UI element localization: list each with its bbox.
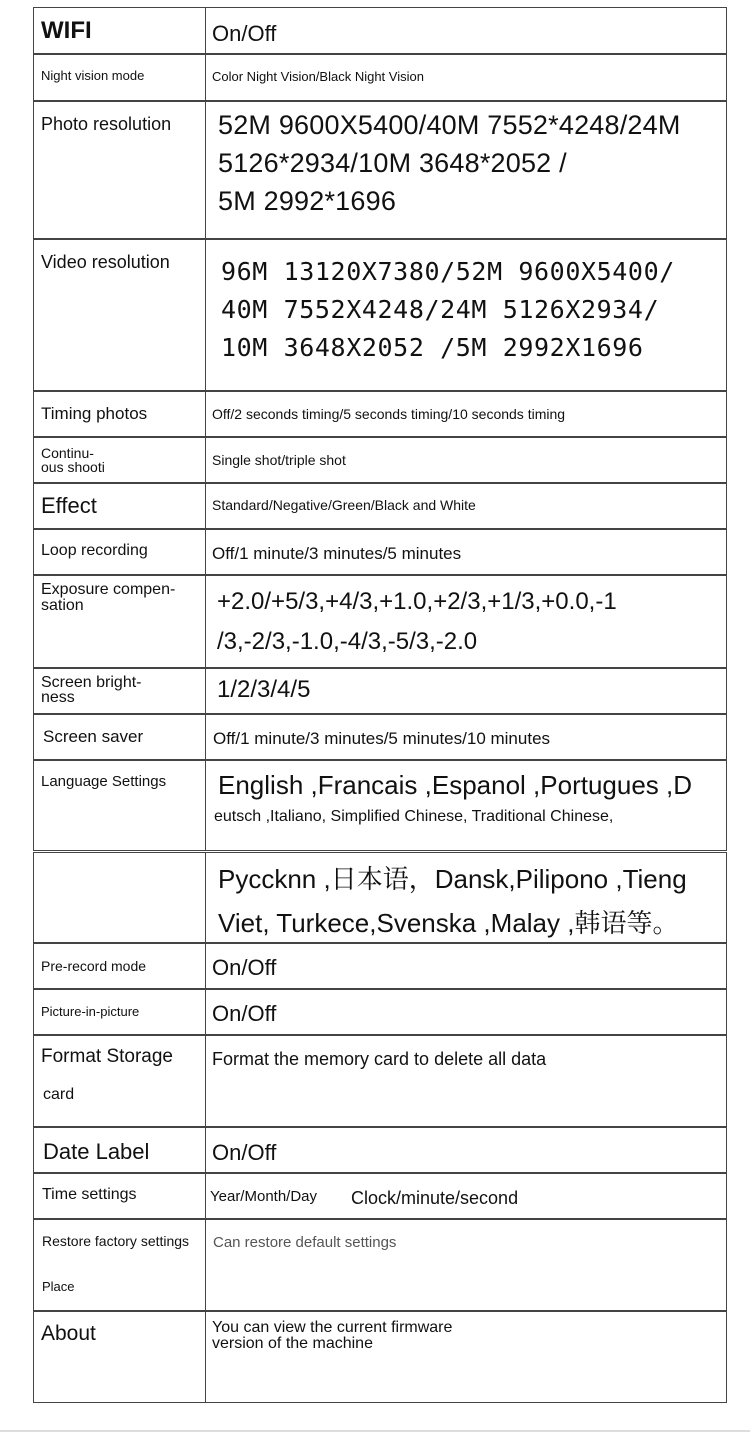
table-row [33,529,727,575]
table-row [33,1219,727,1311]
row-value: 52M 9600X5400/40M 7552*4248/24M 5126*2934/10M 3648*2052 / 5M 2992*1696 [218,110,681,216]
table-row [33,760,727,851]
row-label: Video resolution [41,252,170,272]
row-label: Effect [41,493,97,518]
row-label: Pre-record mode [41,958,147,974]
row-label: Photo resolution [41,114,172,134]
row-label: WIFI [41,17,92,44]
row-value: Format the memory card to delete all data [212,1049,547,1069]
table-row [33,943,727,989]
row-value: Single shot/triple shot [212,452,346,468]
row-label: Screen saver [43,727,144,746]
row-label: Language Settings [41,773,167,790]
row-value: On/Off [212,21,277,46]
row-label: Format Storage card [41,1046,173,1103]
table-row [33,989,727,1035]
row-value: +2.0/+5/3,+4/3,+1.0,+2/3,+1/3,+0.0,-1 /3,-2/3,-1.0,-4/3,-5/3,-2.0 [217,588,617,655]
row-value: On/Off [212,1140,277,1165]
row-label: Time settings [42,1186,137,1203]
row-value-date: Year/Month/Day [210,1188,318,1205]
row-value: English ,Francais ,Espanol ,Portugues ,D eutsch ,Italiano, Simplified Chinese, Traditional Chinese, [214,770,693,825]
row-label: Screen bright- ness [41,674,142,706]
row-value: Color Night Vision/Black Night Vision [212,69,424,84]
row-label: Exposure compen- sation [41,581,176,614]
row-value: Pyccknn ,日本语，Dansk,Pilipono ,Tieng Viet, Turkece,Svenska ,Malay ,韩语等。 [218,864,687,938]
row-value: Standard/Negative/Green/Black and White [212,497,476,513]
row-label: Timing photos [41,404,148,423]
row-label: About [41,1322,96,1345]
table-row [33,668,727,714]
row-value: Off/1 minute/3 minutes/5 minutes [212,544,462,563]
row-label: Picture-in-picture [41,1004,140,1019]
row-value: You can view the current firmware version of the machine [212,1319,453,1352]
table-row [33,391,727,437]
row-label: Night vision mode [41,68,145,83]
row-label: Date Label [43,1139,150,1164]
row-value: 96M 13120X7380/52M 9600X5400/ 40M 7552X4248/24M 5126X2934/ 10M 3648X2052 /5M 2992X1696 [221,257,675,362]
table-row [33,852,727,943]
table-row [33,1173,727,1219]
table-row [33,483,727,529]
table-row [33,1311,727,1403]
table-row [33,101,727,239]
row-value-time: Clock/minute/second [351,1188,519,1208]
row-value: Off/2 seconds timing/5 seconds timing/10 seconds timing [212,406,566,422]
row-value: 1/2/3/4/5 [217,676,311,703]
table-row [33,1127,727,1173]
table-row [33,1035,727,1127]
row-label: Loop recording [41,542,148,559]
row-value: On/Off [212,955,277,980]
table-row [33,54,727,101]
table-row [33,239,727,391]
row-value: On/Off [212,1001,277,1026]
row-value: Off/1 minute/3 minutes/5 minutes/10 minutes [213,729,551,748]
table-row [33,575,727,668]
table-row [33,714,727,760]
table-row [33,7,727,54]
row-value: Can restore default settings [213,1234,397,1251]
row-label: Restore factory settings Place [42,1233,190,1294]
row-label: Continu- ous shooti [41,445,105,475]
table-row [33,437,727,483]
